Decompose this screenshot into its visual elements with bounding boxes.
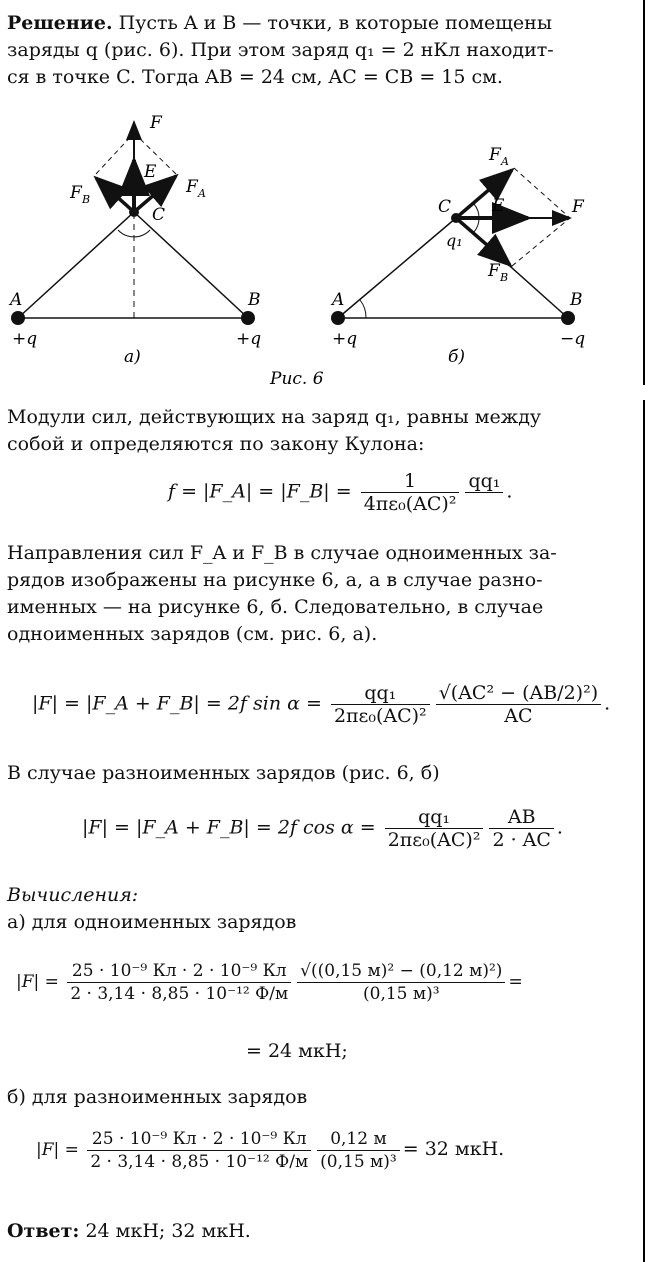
solution-label: Решение.: [7, 12, 113, 34]
answer: [7, 1218, 607, 1245]
calc-case-a: а) для одноименных зарядов: [7, 911, 297, 933]
eq4-result: = 24 мкН;: [246, 1040, 348, 1062]
fig-a-A-label: A: [10, 290, 23, 310]
para1-line-2: собой и определяются по закону Кулона:: [7, 433, 425, 455]
calc-case-b: б) для разноименных зарядов: [7, 1086, 308, 1108]
fig-b-q1-label: q₁: [446, 231, 463, 250]
figure-6: [0, 100, 640, 390]
intro-line-1: Пусть A и B — точки, в которые помещены: [112, 12, 552, 34]
fig-a-charge-B: +q: [236, 329, 262, 349]
eq4-lhs: |F| =: [16, 972, 59, 992]
para2-line-4: одноименных зарядов (см. рис. 6, а).: [7, 623, 378, 645]
eq3-frac-2: $\frac{AB}{2 \cdot AC}$: [489, 806, 553, 851]
eq1-frac-1: $\frac{1}{\text{4πε₀(AC)²}}$: [361, 470, 460, 515]
figure-b: [330, 145, 585, 367]
fig-b-FB-label: F: [488, 261, 500, 281]
calculations-heading: [7, 882, 607, 936]
fig-a-charge-A: +q: [12, 329, 38, 349]
para2-line-1: Направления сил F_A и F_B в случае одноименных за-: [7, 542, 557, 564]
eq3-lhs: |F| = |F_A + F_B| = 2f cos α =: [82, 816, 376, 839]
fig-a-FA-label: F: [186, 177, 198, 197]
fig-b-F-label: F: [572, 197, 584, 217]
figure-a: [8, 113, 261, 367]
equation-4: |F| = $\frac{\text{25 · 10⁻⁹ Кл · 2 · 10⁻⁹ Кл}}{\text{2 · 3,14 · 8,85 · 10⁻¹² Ф/м}}$ $\frac{\text{√((0,15 м)² − (0,12 м)²)}}{\text{(0,15 м)³}}$ =: [16, 961, 523, 1004]
eq5-frac-1: $\frac{\text{25 · 10⁻⁹ Кл · 2 · 10⁻⁹ Кл}}{\text{2 · 3,14 · 8,85 · 10⁻¹² Ф/м}}$: [87, 1128, 311, 1173]
fig-b-caption: б): [448, 347, 466, 367]
eq1-lhs: f = |F_A| = |F_B| =: [168, 480, 352, 503]
eq5-lhs: |F| =: [36, 1140, 79, 1160]
eq2-frac-2: $\frac{\text{√(AC² − (AB/2)²)}}{AC}$: [436, 682, 601, 727]
fig-a-F-label: F: [150, 113, 162, 133]
fig-b-charge-A: +q: [332, 329, 358, 349]
para3-line-1: В случае разноименных зарядов (рис. 6, б): [7, 762, 440, 784]
eq1-frac-2: qq₁: [465, 470, 503, 515]
para2-line-2: рядов изображены на рисунке 6, а, а в случае разно-: [7, 569, 543, 591]
eq3-frac-1: $\frac{\text{qq₁}}{\text{2πε₀(AC)²}}$: [385, 806, 484, 851]
intro-line-3: ся в точке C. Тогда AB = 24 см, AC = CB = 15 см.: [7, 66, 503, 88]
page-edge-top: [643, 0, 645, 385]
fig-a-E-label: E: [144, 162, 157, 182]
fig-b-FB-sub: B: [500, 271, 509, 284]
directions-paragraph: [7, 540, 607, 648]
fig-a-FA-sub: A: [198, 187, 206, 200]
eq5-frac-2: $\frac{0,12 м}{\text{(0,15 м)³}}$: [317, 1128, 400, 1173]
answer-text: 24 мкН; 32 мкН.: [79, 1220, 251, 1242]
fig-a-B-label: B: [248, 290, 261, 310]
equation-5: |F| = $\frac{\text{25 · 10⁻⁹ Кл · 2 · 10⁻⁹ Кл}}{\text{2 · 3,14 · 8,85 · 10⁻¹² Ф/м}}$ $\frac{0,12 м}{\text{(0,15 м)³}}$ = 32 мкН.: [36, 1129, 505, 1172]
fig-b-FA-sub: A: [501, 155, 509, 168]
calc-title: Вычисления:: [7, 884, 139, 906]
figure-caption: Рис. 6: [270, 369, 324, 389]
fig-a-FB-label: F: [70, 183, 82, 203]
fig-b-A-label: A: [332, 290, 345, 310]
para2-line-3: именных — на рисунке 6, б. Следовательно, в случае: [7, 596, 544, 618]
equation-3: |F| = |F_A + F_B| = 2f cos α = $\frac{\text{qq₁}}{\text{2πε₀(AC)²}}$ $\frac{AB}{2 \cdot AC}$ .: [82, 806, 563, 851]
fig-a-caption: а): [124, 347, 141, 367]
fig-b-charge-B: −q: [560, 329, 586, 349]
fig-b-C-label: C: [438, 197, 452, 217]
para1-line-1: Модули сил, действующих на заряд q₁, равны между: [7, 406, 542, 428]
opposite-charges-paragraph: [7, 760, 607, 787]
eq4-frac-2: $\frac{\text{√((0,15 м)² − (0,12 м)²)}}{\text{(0,15 м)³}}$: [297, 960, 505, 1005]
fig-a-C-label: C: [152, 205, 166, 225]
fig-b-E-label: E: [492, 196, 505, 216]
fig-a-FB-sub: B: [82, 193, 91, 206]
page-edge-bottom: [643, 400, 645, 1262]
calc-case-b-block: [7, 1084, 607, 1111]
fig-b-B-label: B: [570, 290, 583, 310]
eq2-frac-1: $\frac{\text{qq₁}}{\text{2πε₀(AC)²}}$: [331, 682, 430, 727]
answer-label: Ответ:: [7, 1220, 80, 1242]
eq2-lhs: |F| = |F_A + F_B| = 2f sin α =: [32, 692, 322, 715]
eq4-frac-1: $\frac{\text{25 · 10⁻⁹ Кл · 2 · 10⁻⁹ Кл}}{\text{2 · 3,14 · 8,85 · 10⁻¹² Ф/м}}$: [67, 960, 291, 1005]
equation-1: f = |F_A| = |F_B| = $\frac{1}{\text{4πε₀(AC)²}}$ qq₁ .: [168, 470, 513, 515]
fig-b-FA-label: F: [489, 145, 501, 165]
intro-paragraph: [7, 10, 607, 91]
intro-line-2: заряды q (рис. 6). При этом заряд q₁ = 2 нКл находит-: [7, 39, 554, 61]
coulomb-paragraph: [7, 404, 607, 458]
equation-2: |F| = |F_A + F_B| = 2f sin α = $\frac{\text{qq₁}}{\text{2πε₀(AC)²}}$ $\frac{\text{√(AC² − (AB/2)²)}}{AC}$ .: [32, 682, 611, 727]
